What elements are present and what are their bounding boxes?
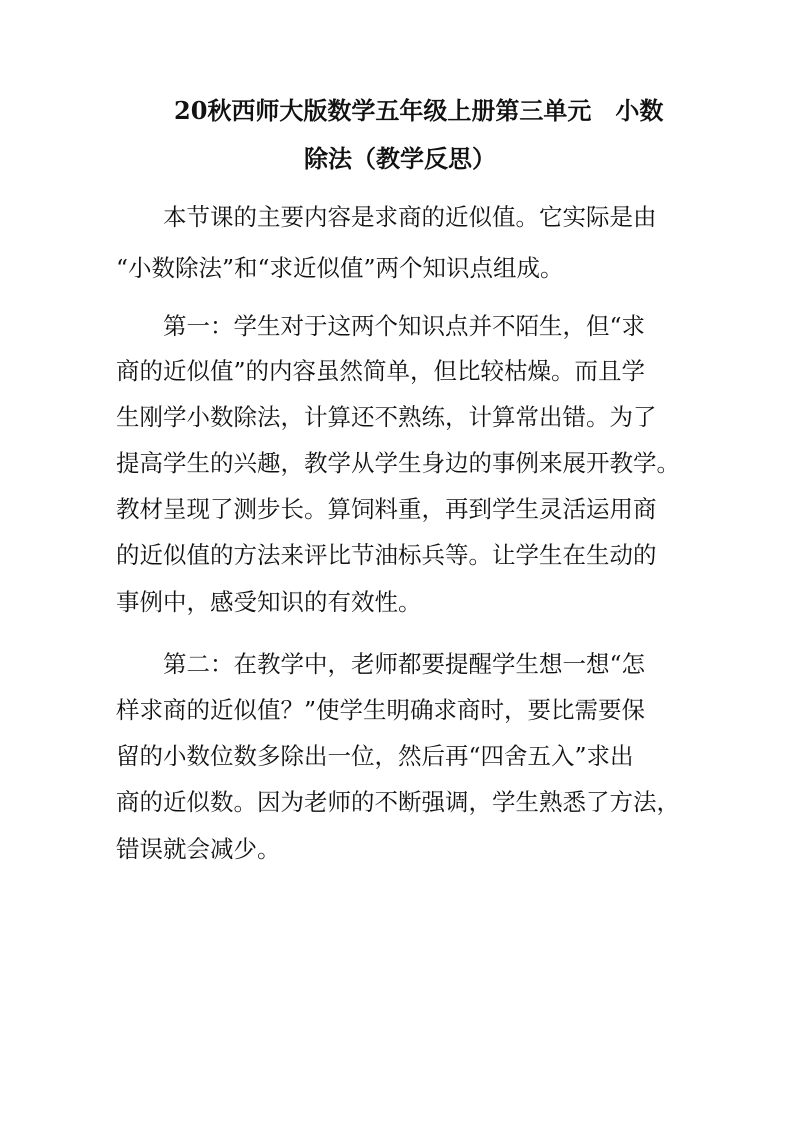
paragraph-2-line-1: 第一：学生对于这两个知识点并不陌生，但“求 [116, 312, 646, 340]
paragraph-3-line-3: 留的小数位数多除出一位，然后再“四舍五入”求出 [116, 742, 634, 770]
document-title-line-1: 20秋西师大版数学五年级上册第三单元 小数 [174, 96, 664, 125]
paragraph-2-line-5: 教材呈现了测步长。算饲料重，再到学生灵活运用商 [116, 495, 657, 523]
paragraph-2-line-2: 商的近似值”的内容虽然简单，但比较枯燥。而且学 [116, 357, 646, 385]
paragraph-2-line-7: 事例中，感受知识的有效性。 [116, 588, 422, 616]
paragraph-2-line-4: 提高学生的兴趣，教学从学生身边的事例来展开教学。 [116, 449, 680, 477]
paragraph-2-line-3: 生刚学小数除法，计算还不熟练，计算常出错。为了 [116, 403, 657, 431]
paragraph-3-line-2: 样求商的近似值？”使学生明确求商时，要比需要保 [116, 696, 646, 724]
paragraph-2-line-6: 的近似值的方法来评比节油标兵等。让学生在生动的 [116, 541, 657, 569]
paragraph-1-line-1: 本节课的主要内容是求商的近似值。它实际是由 [116, 203, 657, 231]
document-title-line-2: 除法（教学反思） [304, 144, 496, 173]
paragraph-3-line-4: 商的近似数。因为老师的不断强调，学生熟悉了方法， [116, 788, 680, 816]
paragraph-1-line-2: “小数除法”和“求近似值”两个知识点组成。 [116, 254, 564, 282]
paragraph-3-line-5: 错误就会减少。 [116, 835, 281, 863]
paragraph-3-line-1: 第二：在教学中，老师都要提醒学生想一想“怎 [116, 650, 646, 678]
